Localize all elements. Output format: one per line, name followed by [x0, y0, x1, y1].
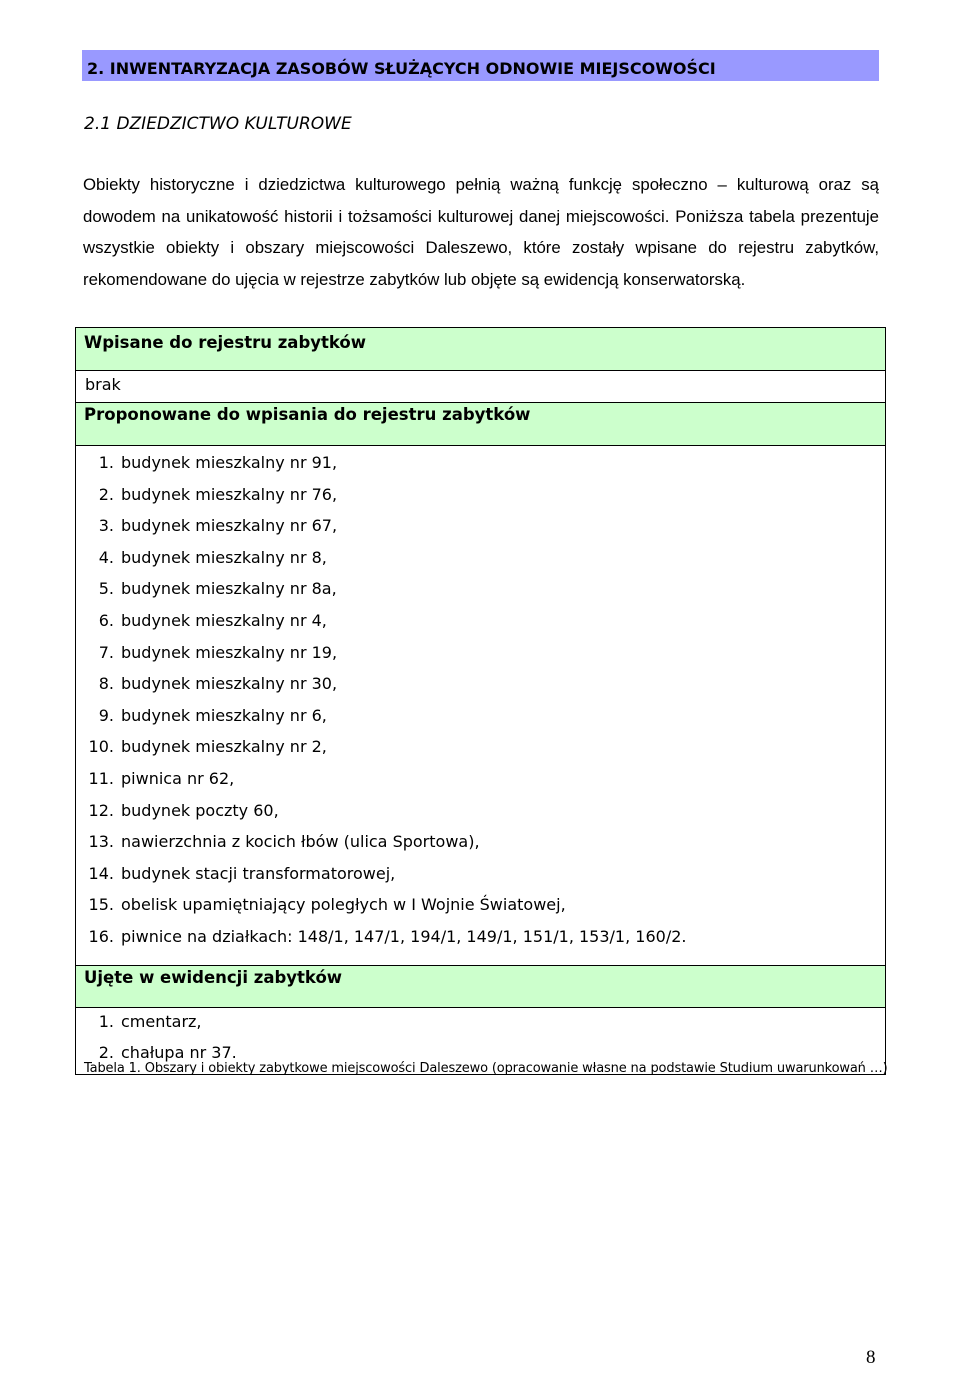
page-number: 8 [866, 1347, 876, 1368]
list-item [76, 829, 885, 861]
list-item-number: 2. [98, 1043, 114, 1063]
list-item-text: budynek mieszkalny nr 4, [121, 610, 327, 630]
list-item-number: 10. [88, 737, 114, 757]
list-item-number: 1. [98, 453, 114, 472]
list-item-text: budynek mieszkalny nr 2, [121, 737, 327, 757]
list-item [76, 1009, 885, 1041]
heritage-table [75, 327, 886, 1075]
list-item-text: piwnice na działkach: 148/1, 147/1, 194/1, 149/1, 151/1, 153/1, 160/2. [121, 926, 687, 946]
registered-value-row [76, 370, 885, 402]
list-item-text: budynek mieszkalny nr 8a, [121, 579, 337, 599]
list-item-text: budynek mieszkalny nr 6, [121, 705, 327, 725]
list-item [76, 545, 885, 577]
list-item-number: 6. [98, 610, 114, 630]
list-item [76, 671, 885, 703]
list-item [76, 798, 885, 830]
list-item-number: 16. [88, 926, 114, 946]
list-item-number: 3. [98, 516, 114, 536]
subsection-heading: 2.1 DZIEDZICTWO KULTUROWE [84, 114, 352, 134]
list-item-text: nawierzchnia z kocich łbów (ulica Sportowa), [121, 832, 480, 852]
list-item-text: budynek stacji transformatorowej, [121, 863, 396, 883]
list-item [76, 608, 885, 640]
list-item-text: obelisk upamiętniający poległych w I Wojnie Światowej, [121, 895, 566, 915]
list-item [76, 703, 885, 735]
list-item-number: 1. [98, 1011, 114, 1031]
list-item [76, 734, 885, 766]
list-item-number: 13. [88, 832, 114, 852]
list-item-text: cmentarz, [121, 1011, 202, 1031]
proposed-list [76, 446, 885, 965]
list-item-number: 7. [98, 642, 114, 662]
list-item [76, 482, 885, 514]
list-item [76, 861, 885, 893]
list-item-text: piwnica nr 62, [121, 768, 235, 788]
list-item [76, 513, 885, 545]
list-item [76, 766, 885, 798]
registered-value: brak [85, 375, 121, 394]
section-heading-text: 2. INWENTARYZACJA ZASOBÓW SŁUŻĄCYCH ODNOWIE MIEJSCOWOŚCI [87, 59, 716, 78]
list-item-text: budynek mieszkalny nr 67, [121, 516, 338, 536]
registered-heading-row [76, 328, 885, 370]
list-item-number: 2. [98, 484, 114, 504]
section-heading [82, 50, 879, 81]
list-item [76, 892, 885, 924]
list-item-number: 5. [98, 579, 114, 599]
proposed-heading-row [76, 402, 885, 445]
inventory-heading-row [76, 965, 885, 1007]
list-item-text: chałupa nr 37. [121, 1043, 237, 1063]
list-item-number: 11. [88, 768, 114, 788]
registered-heading: Wpisane do rejestru zabytków [84, 333, 367, 352]
list-item [76, 640, 885, 672]
list-item-text: budynek mieszkalny nr 91, [121, 453, 338, 472]
list-item-number: 4. [98, 547, 114, 567]
list-item-number: 12. [88, 800, 114, 820]
list-item-text: budynek mieszkalny nr 30, [121, 674, 338, 694]
list-item [76, 576, 885, 608]
proposed-heading: Proponowane do wpisania do rejestru zabytków [84, 405, 531, 424]
list-item-text: budynek poczty 60, [121, 800, 279, 820]
intro-paragraph: Obiekty historyczne i dziedzictwa kulturowego pełnią ważną funkcję społeczno – kulturową oraz są dowodem na unikatowość historii i tożsamości kulturowej danej miejscowości. Poniższa tabela prezentuje wszystkie obiekty i obszary miejscowości Daleszewo, które zostały wpisane do rejestru zabytków, rekomendowane do ujęcia w rejestrze zabytków lub objęte są ewidencją konserwatorską. [83, 175, 879, 289]
proposed-list-row [76, 445, 885, 965]
list-item-number: 15. [88, 895, 114, 915]
list-item-number: 14. [88, 863, 114, 883]
list-item [76, 924, 885, 956]
list-item-text: budynek mieszkalny nr 8, [121, 547, 327, 567]
list-item-text: budynek mieszkalny nr 76, [121, 484, 338, 504]
list-item [76, 450, 885, 482]
list-item-text: budynek mieszkalny nr 19, [121, 642, 338, 662]
table-caption: Tabela 1. Obszary i obiekty zabytkowe miejscowości Daleszewo (opracowanie własne na podstawie Studium uwarunkowań …) [84, 1061, 888, 1076]
inventory-heading: Ujęte w ewidencji zabytków [84, 967, 343, 987]
list-item-number: 8. [98, 674, 114, 694]
list-item-number: 9. [98, 705, 114, 725]
